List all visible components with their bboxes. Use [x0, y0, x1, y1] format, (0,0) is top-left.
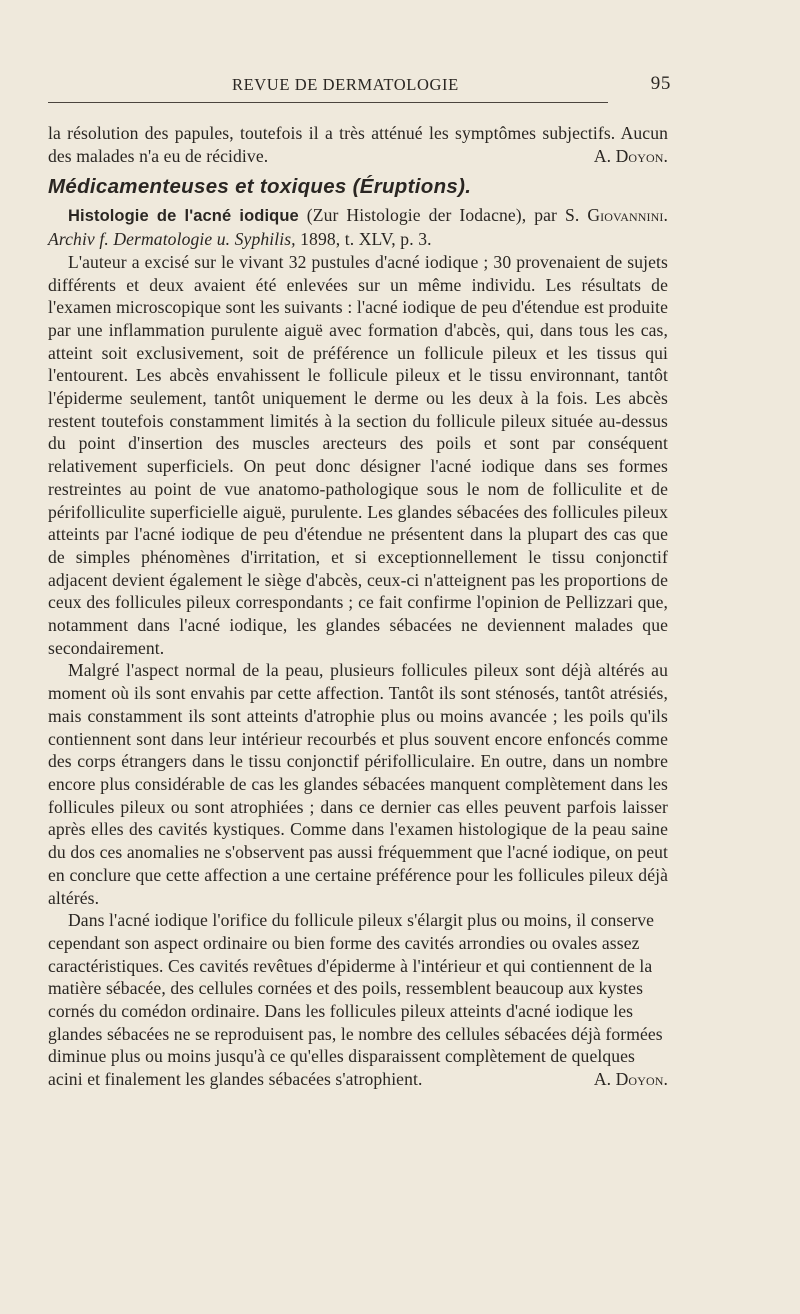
prev-article-ending: [48, 122, 668, 167]
paragraph-final: [48, 909, 668, 1091]
section-title: Médicamenteuses et toxiques (Éruptions).: [48, 175, 472, 199]
citation-lead: (Zur Histologie der Iodacne), par: [298, 205, 565, 226]
page-body: [48, 122, 668, 1091]
article-signature: A. Doyon.: [593, 1069, 668, 1090]
prev-article-signature: A. Doyon.: [593, 145, 668, 166]
running-title: REVUE DE DERMATOLOGIE: [232, 75, 459, 94]
journal-name: Archiv f. Dermatologie u. Syphilis,: [48, 229, 296, 250]
running-head: [48, 70, 671, 100]
paragraph: Dans l'acné iodique l'orifice du follicule pileux s'élargit plus ou moins, il conserve cependant son aspect ordinaire ou bien forme des cavités arrondies ou ovales assez caractéristiques. Ces cavités revêtues d'épiderme à l'intérieur et qui contiennent de la matière sébacée, des cellules cornées et des poils, ressemblent beaucoup aux kystes cornés du comédon ordinaire. Dans les follicules pileux atteints d'acné iodique les glandes sébacées ne se reproduisent pas, le nombre des cellules sébacées déjà formées diminue plus ou moins jusqu'à ce qu'elles disparaissent complètement de quelques acini et finalement les glandes sébacées s'atrophient.: [48, 910, 663, 1090]
page-number: 95: [650, 73, 671, 94]
article-citation: [48, 204, 668, 250]
article-title: Histologie de l'acné iodique: [68, 207, 299, 226]
citation-tail: 1898, t. XLV, p. 3.: [295, 229, 432, 250]
header-rule: [48, 102, 608, 103]
article-author: S. Giovannini.: [564, 205, 668, 226]
prev-article-text: la résolution des papules, toutefois il a très atténué les symptômes subjectifs. Aucun des malades n'a eu de récidive.: [48, 123, 668, 166]
paragraph: Malgré l'aspect normal de la peau, plusieurs follicules pileux sont déjà altérés au moment où ils sont envahis par cette affection. Tantôt ils sont sténosés, tantôt atrésiés, mais constamment ils sont atteints d'atrophie plus ou moins avancée ; les poils qu'ils contiennent sont dans leur intérieur recourbés et plus souvent encore enfoncés comme des corps étrangers dans le tissu conjonctif périfolliculaire. En outre, dans un nombre encore plus considérable de cas les glandes sébacées manquent complètement dans les follicules pileux ou sont atrophiées ; dans ce dernier cas elles peuvent parfois laisser après elles des cavités kystiques. Comme dans l'examen histologique de la peau saine du dos ces anomalies ne s'observent pas aussi fréquemment que l'acné iodique, on peut en conclure que cette affection a une certaine préférence pour les follicules pileux déjà altérés.: [48, 660, 668, 908]
journal-page: [48, 70, 671, 1091]
paragraph: L'auteur a excisé sur le vivant 32 pustules d'acné iodique ; 30 provenaient de sujets différents et deux avaient été enlevées sur un même individu. Les résultats de l'examen microscopique sont les suivants : l'acné iodique de peu d'étendue est produite par une inflammation purulente aiguë avec formation d'abcès, qui, dans tous les cas, atteint soit exclusivement, soit de préférence un follicule pileux et les tissus qui l'entourent. Les abcès envahissent le follicule pileux et le tissu environnant, tantôt l'épiderme seulement, tantôt uniquement le derme ou les deux à la fois. Les abcès restent toutefois constamment limités à la section du follicule pileux située au-dessus du point d'insertion des muscles arecteurs des poils et sont par conséquent relativement superficiels. On peut donc désigner l'acné iodique dans ses formes restreintes au point de vue anatomo-pathologique sous le nom de folliculite et de périfolliculite superficielle aiguë, purulente. Les glandes sébacées des follicules pileux atteints par l'acné iodique de peu d'étendue ne présentent dans la plupart des cas que de simples phénomènes d'irritation, et si exceptionnellement le tissu conjonctif adjacent devient également le siège d'abcès, ceux-ci n'atteignent pas les proportions de ceux des follicules pileux correspondants ; ce fait confirme l'opinion de Pellizzari que, notamment dans l'acné iodique, les glandes sébacées ne deviennent malades que secondairement.: [48, 251, 668, 658]
